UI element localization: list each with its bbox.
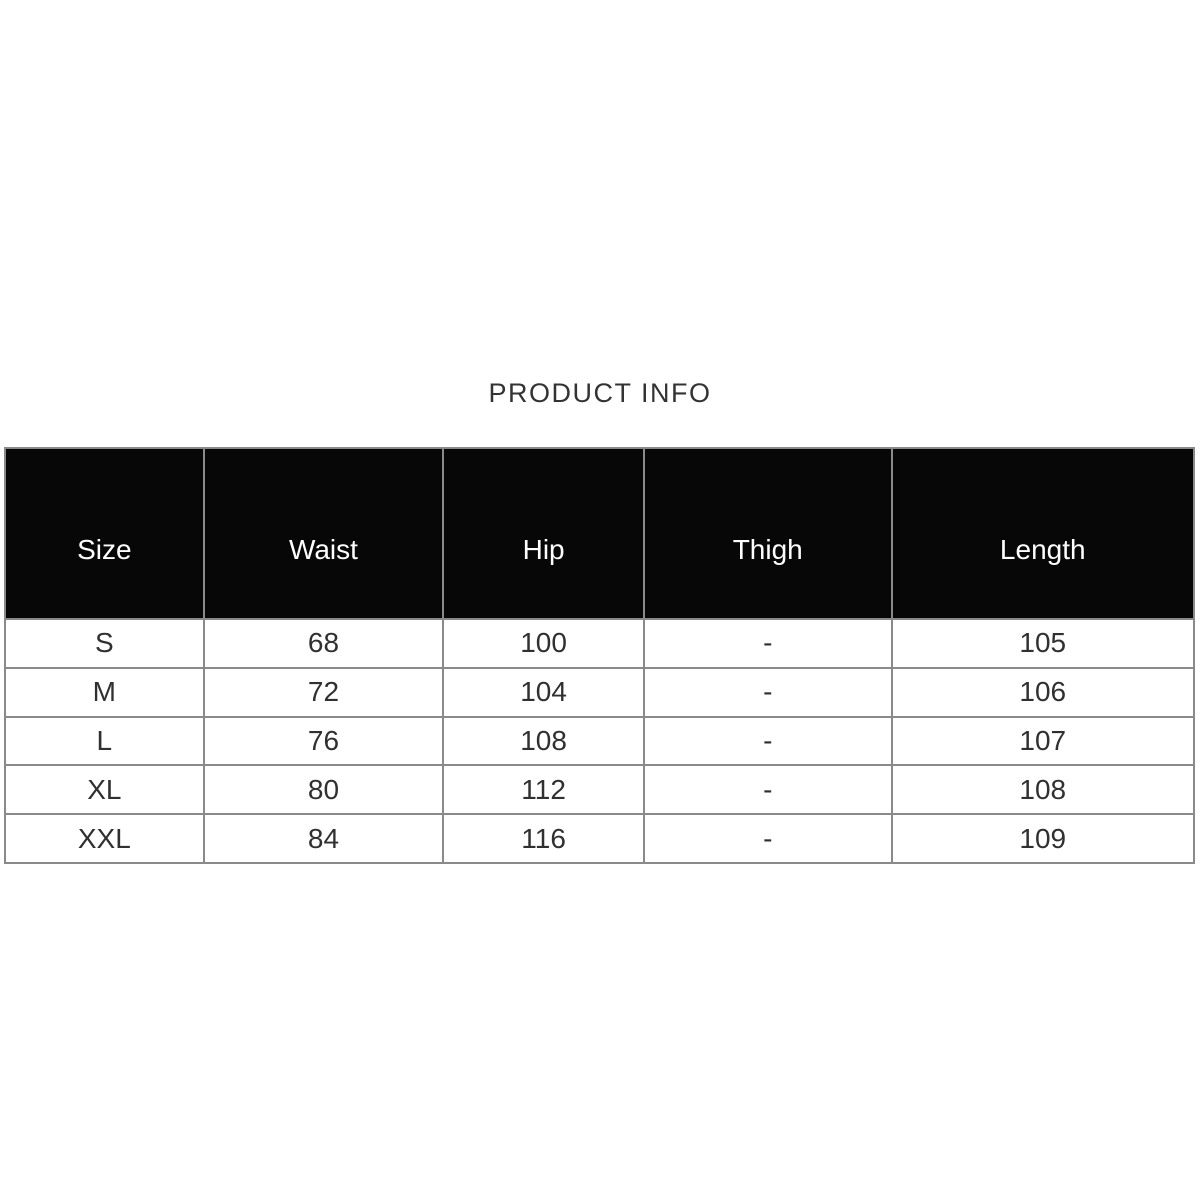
table-header-row [5, 448, 1194, 619]
cell-size: XXL [5, 814, 204, 863]
header-cell-hip: Hip [443, 448, 644, 619]
cell-hip: 108 [443, 717, 644, 766]
cell-hip: 104 [443, 668, 644, 717]
cell-size: XL [5, 765, 204, 814]
size-chart-table [4, 447, 1195, 864]
cell-waist: 72 [204, 668, 444, 717]
cell-size: S [5, 619, 204, 668]
header-cell-length: Length [892, 448, 1195, 619]
cell-size: L [5, 717, 204, 766]
table-row-m [5, 668, 1194, 717]
header-cell-waist: Waist [204, 448, 444, 619]
cell-length: 107 [892, 717, 1195, 766]
cell-waist: 68 [204, 619, 444, 668]
cell-length: 109 [892, 814, 1195, 863]
table-row-xxl [5, 814, 1194, 863]
cell-length: 108 [892, 765, 1195, 814]
table-row-l [5, 717, 1194, 766]
cell-thigh: - [644, 668, 892, 717]
cell-hip: 100 [443, 619, 644, 668]
cell-hip: 112 [443, 765, 644, 814]
table-row-s [5, 619, 1194, 668]
cell-hip: 116 [443, 814, 644, 863]
cell-thigh: - [644, 814, 892, 863]
cell-thigh: - [644, 717, 892, 766]
cell-thigh: - [644, 619, 892, 668]
table-row-xl [5, 765, 1194, 814]
header-cell-thigh: Thigh [644, 448, 892, 619]
cell-waist: 80 [204, 765, 444, 814]
cell-size: M [5, 668, 204, 717]
cell-waist: 84 [204, 814, 444, 863]
cell-waist: 76 [204, 717, 444, 766]
page-title: PRODUCT INFO [488, 378, 712, 408]
cell-length: 105 [892, 619, 1195, 668]
cell-length: 106 [892, 668, 1195, 717]
header-cell-size: Size [5, 448, 204, 619]
cell-thigh: - [644, 765, 892, 814]
